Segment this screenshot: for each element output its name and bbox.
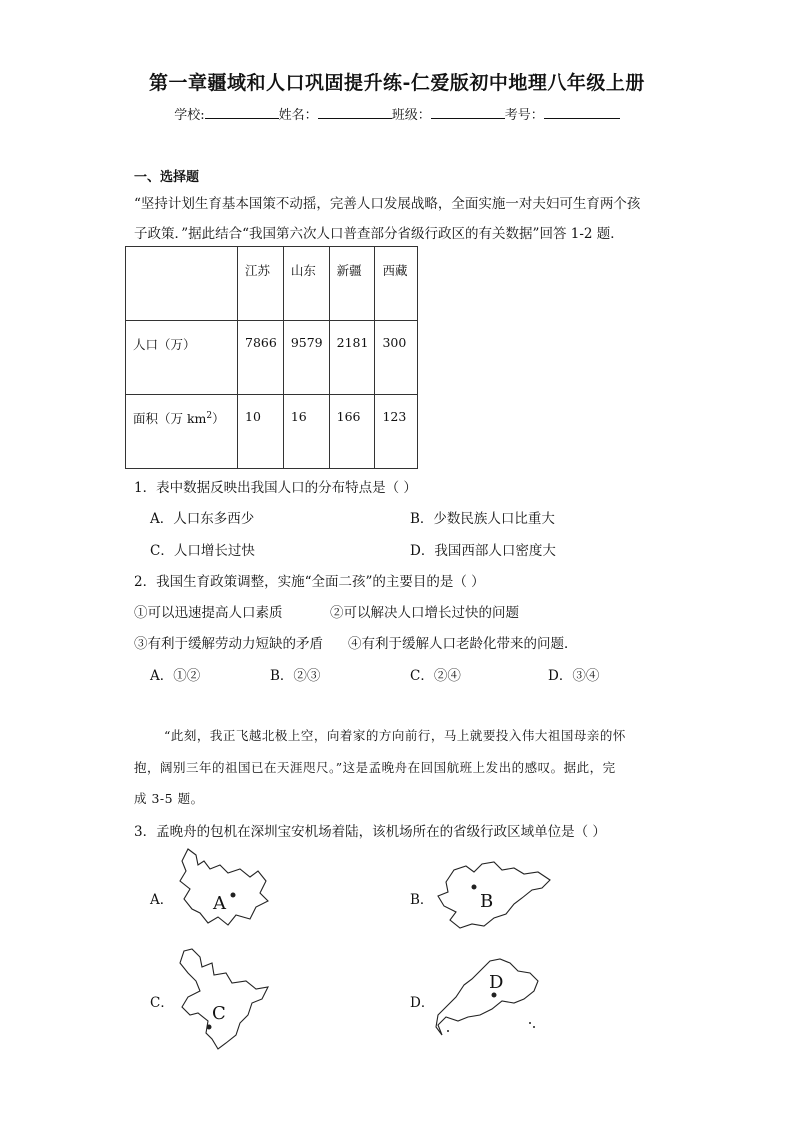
q2-statement-4: ④有利于缓解人口老龄化带来的问题．	[348, 636, 578, 652]
q2-statement-2: ②可以解决人口增长过快的问题	[330, 605, 519, 621]
table-row	[126, 395, 418, 469]
number-label: 考号：	[504, 108, 544, 123]
table-cell: 16	[283, 395, 329, 469]
q1-option-c[interactable]: C．人口增长过快	[150, 543, 255, 559]
passage-line-1: “此刻，我正飞越北极上空，向着家的方向前行，马上就要投入伟大祖国母亲的怀	[164, 728, 626, 743]
q2-statement-3: ③有利于缓解劳动力短缺的矛盾	[134, 636, 323, 652]
passage-line-2: 抱，阔别三年的祖国已在天涯咫尺。”这是孟晚舟在回国航班上发出的感叹。据此，完	[134, 760, 616, 775]
table-header-cell: 新疆	[329, 247, 375, 321]
row-label: 人口（万）	[126, 321, 238, 395]
table-corner-cell	[126, 247, 238, 321]
city-dot	[472, 885, 477, 890]
population-table	[125, 246, 418, 469]
q1-option-b[interactable]: B．少数民族人口比重大	[410, 511, 555, 527]
table-cell: 166	[329, 395, 375, 469]
map-label-a: A	[213, 893, 226, 914]
superscript: 2	[206, 410, 213, 421]
q2-option-b[interactable]: B．②③	[270, 668, 321, 684]
map-label-d: D	[489, 972, 504, 993]
q3-stem: 3．孟晚舟的包机在深圳宝安机场着陆，该机场所在的省级行政区域单位是（ ）	[134, 824, 606, 840]
guangdong-map-icon[interactable]	[430, 955, 560, 1045]
intro-line-1: “坚持计划生育基本国策不动摇，完善人口发展战略，全面实施一对夫妇可生育两个孩	[134, 196, 641, 212]
name-label: 姓名：	[278, 108, 318, 123]
class-blank[interactable]	[431, 106, 505, 119]
map-label-b: B	[480, 891, 494, 912]
table-cell: 123	[375, 395, 418, 469]
section-heading: 一、选择题	[134, 170, 200, 185]
school-blank[interactable]	[205, 106, 279, 119]
table-header-cell: 西藏	[375, 247, 418, 321]
q1-stem: 1．表中数据反映出我国人口的分布特点是（ ）	[134, 480, 417, 496]
city-dot	[207, 1025, 212, 1030]
table-cell: 300	[375, 321, 418, 395]
table-header-row	[126, 247, 418, 321]
sichuan-map-icon[interactable]	[170, 943, 280, 1053]
q2-option-a[interactable]: A．①②	[150, 668, 201, 684]
q3-option-a[interactable]: A．	[150, 892, 174, 908]
q3-option-d[interactable]: D．	[410, 995, 435, 1011]
q2-stem: 2．我国生育政策调整，实施“全面二孩”的主要目的是（ ）	[134, 574, 485, 590]
student-info-line	[0, 104, 794, 123]
q1-option-a[interactable]: A．人口东多西少	[150, 511, 255, 527]
table-row	[126, 321, 418, 395]
school-label: 学校:	[174, 108, 205, 123]
island-dot	[447, 1030, 449, 1032]
yunnan-map-icon[interactable]	[170, 843, 280, 933]
q2-option-c[interactable]: C．②④	[410, 668, 461, 684]
row-label-text: 面积（万 km	[133, 411, 207, 426]
city-dot	[231, 893, 236, 898]
island-dot	[533, 1026, 535, 1028]
table-cell: 10	[238, 395, 284, 469]
island-dot	[529, 1022, 531, 1024]
row-label	[126, 395, 238, 469]
q1-option-d[interactable]: D．我国西部人口密度大	[410, 543, 556, 559]
class-label: 班级：	[391, 108, 431, 123]
name-blank[interactable]	[318, 106, 392, 119]
q2-statement-1: ①可以迅速提高人口素质	[134, 605, 283, 621]
table-header-cell: 江苏	[238, 247, 284, 321]
row-label-end: ）	[212, 411, 225, 426]
number-blank[interactable]	[544, 106, 620, 119]
table-cell: 2181	[329, 321, 375, 395]
city-dot	[492, 993, 497, 998]
q2-option-d[interactable]: D．③④	[548, 668, 600, 684]
shandong-map-icon[interactable]	[430, 852, 560, 932]
page-title: 第一章疆域和人口巩固提升练-仁爱版初中地理八年级上册	[149, 72, 645, 94]
q3-option-b[interactable]: B．	[410, 892, 434, 908]
table-cell: 7866	[238, 321, 284, 395]
table-header-cell: 山东	[283, 247, 329, 321]
map-label-c: C	[212, 1003, 226, 1024]
table-cell: 9579	[283, 321, 329, 395]
q3-option-c[interactable]: C．	[150, 995, 174, 1011]
intro-line-2: 子政策．”据此结合“我国第六次人口普查部分省级行政区的有关数据”回答 1-2 题．	[134, 226, 624, 242]
passage-line-3: 成 3-5 题。	[134, 791, 204, 806]
